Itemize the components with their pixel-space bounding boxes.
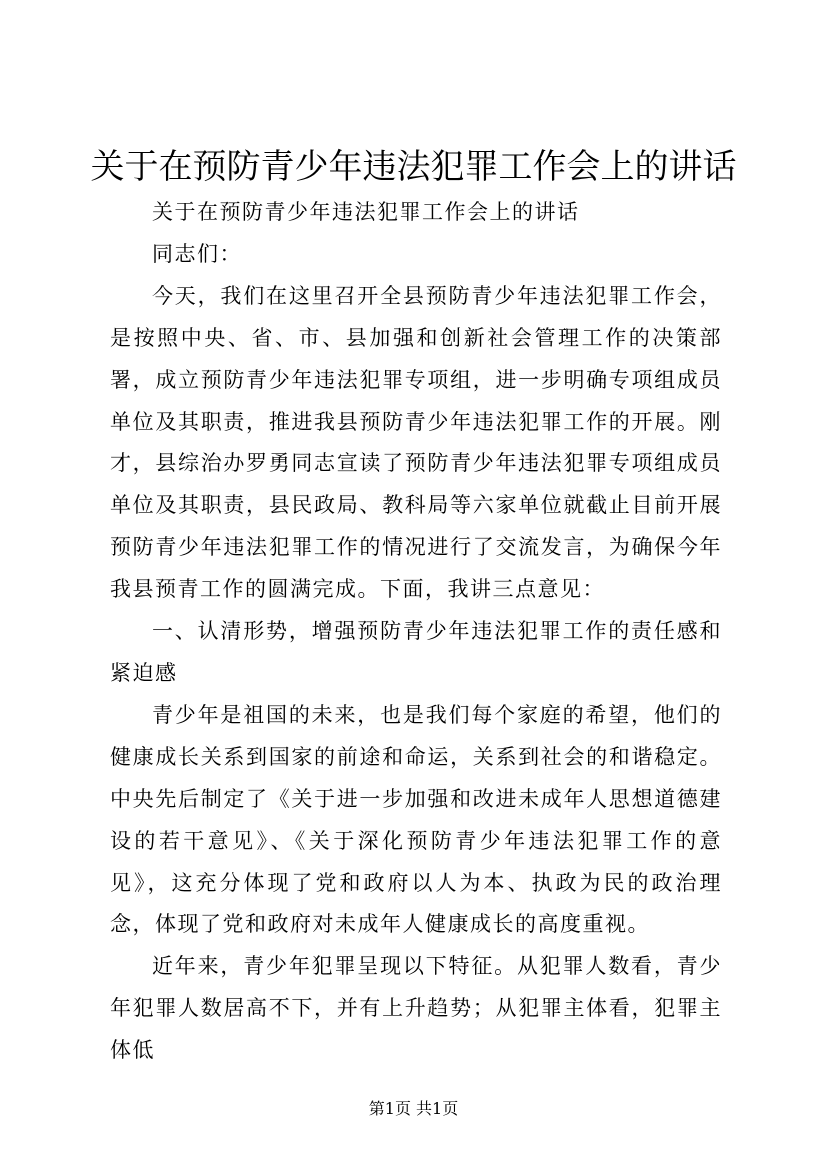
document-body xyxy=(110,192,722,1072)
paragraph-subtitle: 关于在预防青少年违法犯罪工作会上的讲话 xyxy=(152,200,580,224)
paragraph-crime-features: 近年来，青少年犯罪呈现以下特征。从犯罪人数看，青少年犯罪人数居高不下，并有上升趋势；从犯罪主体看，犯罪主体低 xyxy=(110,954,722,1063)
document-title: 关于在预防青少年违法犯罪工作会上的讲话 xyxy=(90,147,737,187)
page-footer: 第1页 共1页 xyxy=(368,1099,459,1118)
paragraph-opening: 今天，我们在这里召开全县预防青少年违法犯罪工作会，是按照中央、省、市、县加强和创新社会管理工作的决策部署，成立预防青少年违法犯罪专项组，进一步明确专项组成员单位及其职责，推进我县预防青少年违法犯罪工作的开展。刚才，县综治办罗勇同志宣读了预防青少年违法犯罪专项组成员单位及其职责，县民政局、教科局等六家单位就截止目前开展预防青少年违法犯罪工作的情况进行了交流发言，为确保今年我县预青工作的圆满完成。下面，我讲三点意见： xyxy=(110,283,722,602)
paragraph-section-heading: 一、认清形势，增强预防青少年违法犯罪工作的责任感和紧迫感 xyxy=(110,619,722,685)
paragraph-youth-future: 青少年是祖国的未来，也是我们每个家庭的希望，他们的健康成长关系到国家的前途和命运，关系到社会的和谐稳定。中央先后制定了《关于进一步加强和改进未成年人思想道德建设的若干意见》、《关于深化预防青少年违法犯罪工作的意见》，这充分体现了党和政府以人为本、执政为民的政治理念，体现了党和政府对未成年人健康成长的高度重视。 xyxy=(110,702,722,937)
paragraph-salutation: 同志们： xyxy=(152,241,242,266)
